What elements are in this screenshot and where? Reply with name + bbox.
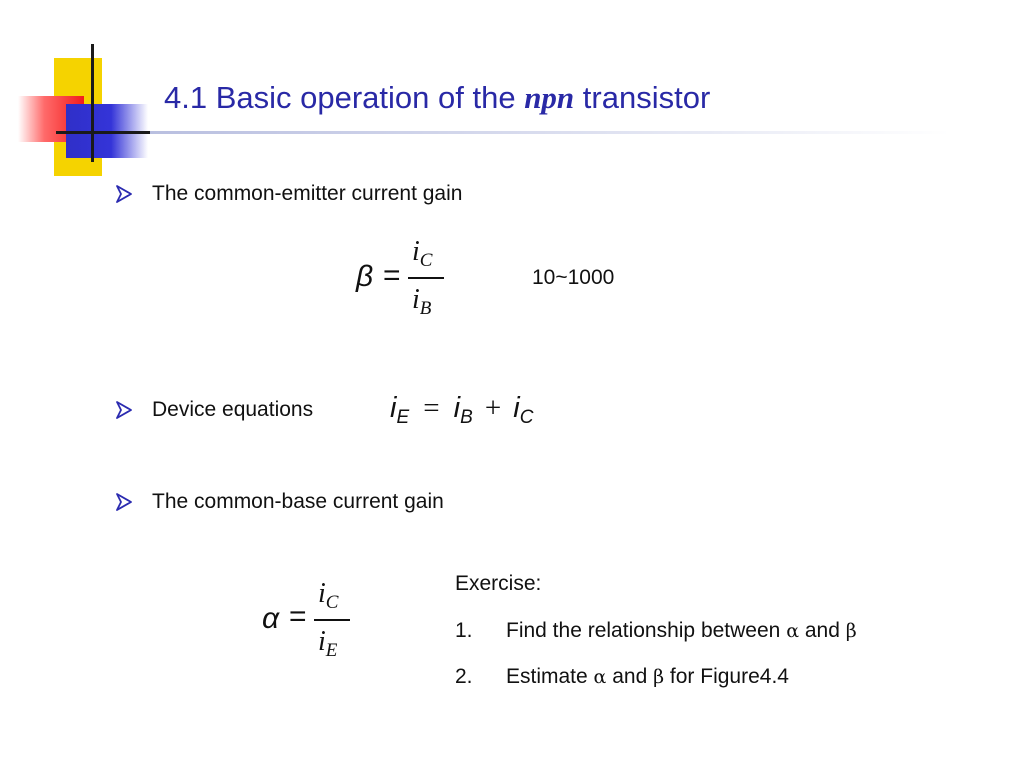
alpha-symbol: α — [262, 602, 280, 635]
beta-equals: = — [383, 259, 401, 292]
title-underline — [150, 131, 950, 134]
title-italic: npn — [524, 80, 575, 115]
beta-numerator: $i_C$ — [412, 236, 433, 271]
exercise-heading: Exercise: — [455, 572, 542, 595]
exercise-item: Find the relationship between α and β — [506, 619, 857, 642]
arrow-bullet-icon — [114, 400, 134, 420]
title-prefix: 4.1 Basic operation of the — [164, 80, 525, 115]
beta-denominator: $i_B$ — [412, 284, 432, 319]
beta-symbol: β — [356, 260, 374, 293]
bullet-text: Device equations — [152, 398, 314, 421]
alpha-numerator: $i_C$ — [318, 578, 339, 613]
arrow-bullet-icon — [114, 184, 134, 204]
bullet-text: The common-base current gain — [152, 490, 444, 513]
beta-range: 10~1000 — [532, 266, 615, 289]
title-suffix: transistor — [574, 80, 711, 115]
exercise-item-number: 1. — [455, 619, 473, 642]
bullet-text: The common-emitter current gain — [152, 182, 463, 205]
fraction-line — [408, 277, 444, 279]
logo-vertical-bar — [91, 44, 94, 162]
bullet-device-equations — [114, 398, 313, 422]
fraction-line — [314, 619, 350, 621]
bullet-common-base — [114, 490, 444, 514]
slide-title — [164, 80, 710, 116]
alpha-equals: = — [289, 600, 307, 633]
device-equation: $i_E = i_B + i_C$ — [390, 392, 534, 428]
bullet-common-emitter — [114, 182, 462, 206]
exercise-item-number: 2. — [455, 665, 473, 688]
exercise-item: Estimate α and β for Figure4.4 — [506, 665, 789, 688]
arrow-bullet-icon — [114, 492, 134, 512]
alpha-denominator: $i_E$ — [318, 626, 338, 661]
corner-logo — [0, 0, 160, 180]
